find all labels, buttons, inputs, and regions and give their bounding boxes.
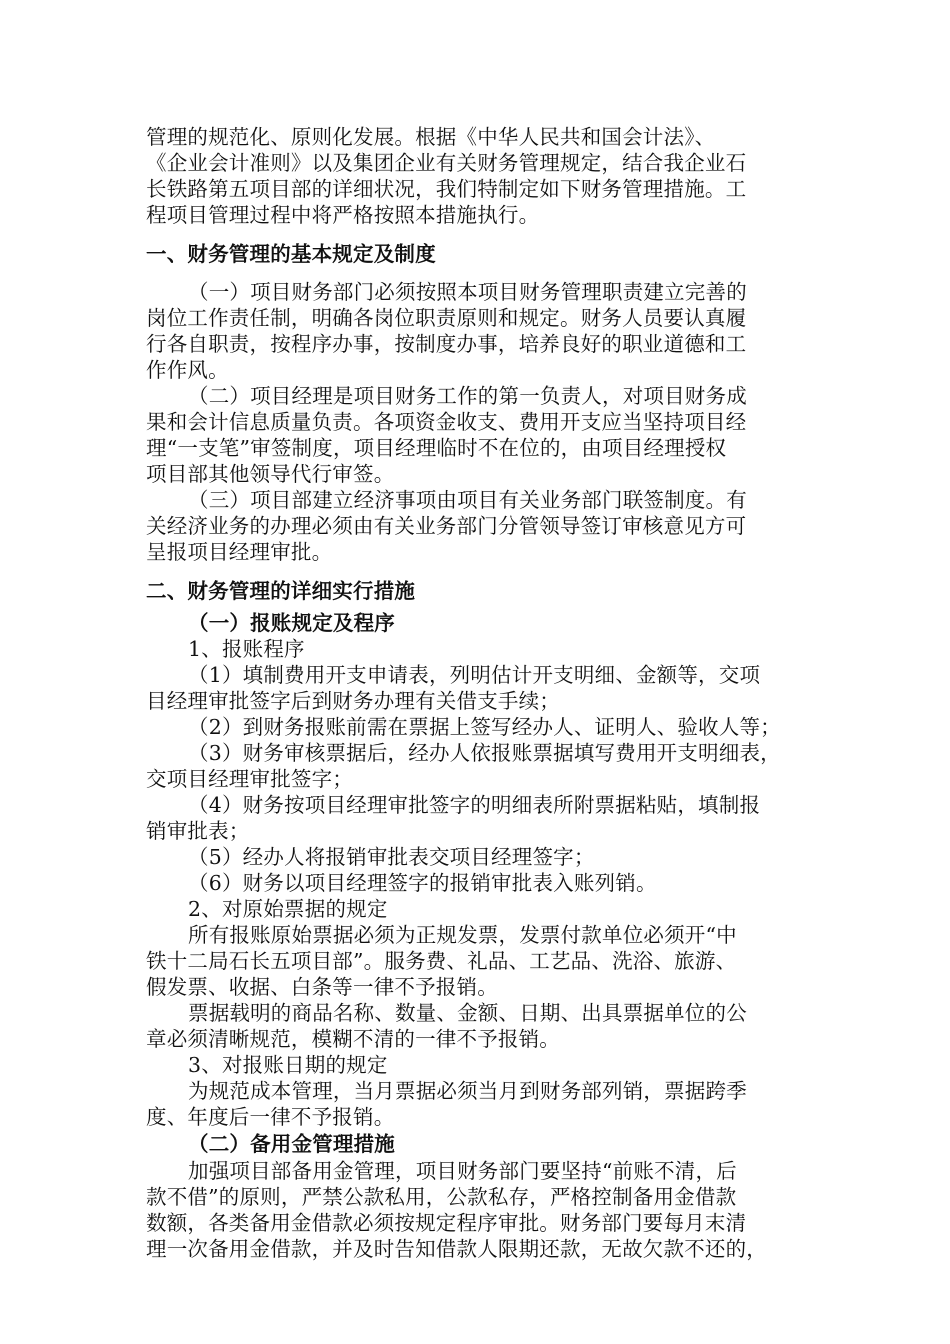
step-line-6: （4）财务按项目经理审批签字的明细表所附票据粘贴，填制报 [188,793,761,817]
step-line-2: 目经理审批签字后到财务办理有关借支手续； [146,689,560,713]
item2-p2-line-2: 章必须清晰规范，模糊不清的一律不予报销。 [146,1027,560,1051]
section1-p2-line-1: （二）项目经理是项目财务工作的第一负责人，对项目财务成 [188,384,747,408]
sub2-p-line-1: 加强项目部备用金管理，项目财务部门要坚持“前账不清，后 [188,1159,737,1183]
item2-p1-line-3: 假发票、收据、白条等一律不予报销。 [146,975,498,999]
item2-p1-line-1: 所有报账原始票据必须为正规发票，发票付款单位必须开“中 [188,923,737,947]
section1-p1-line-4: 作作风。 [146,358,229,382]
section1-p2-line-3: 理“一支笔”审签制度，项目经理临时不在位的，由项目经理授权 [146,436,727,460]
section2-sub1-heading: （一）报账规定及程序 [188,611,395,635]
section1-p2-line-2: 果和会计信息质量负责。各项资金收支、费用开支应当坚持项目经 [146,410,747,434]
section1-p2-line-4: 项目部其他领导代行审签。 [146,462,395,486]
step-line-9: （6）财务以项目经理签字的报销审批表入账列销。 [188,871,657,895]
step-line-8: （5）经办人将报销审批表交项目经理签字； [188,845,595,869]
step-line-3: （2）到财务报账前需在票据上签写经办人、证明人、验收人等； [188,715,781,739]
item3-p-line-2: 度、年度后一律不予报销。 [146,1105,395,1129]
item2-p2-line-1: 票据载明的商品名称、数量、金额、日期、出具票据单位的公 [188,1001,747,1025]
item1-title: 1、报账程序 [188,637,305,661]
sub2-p-line-3: 数额，各类备用金借款必须按规定程序审批。财务部门要每月末清 [146,1211,747,1235]
sub2-p-line-2: 款不借”的原则，严禁公款私用，公款私存，严格控制备用金借款 [146,1185,737,1209]
step-line-5: 交项目经理审批签字； [146,767,353,791]
step-line-7: 销审批表； [146,819,250,843]
intro-line-3: 长铁路第五项目部的详细状况，我们特制定如下财务管理措施。工 [146,177,747,201]
sub2-p-line-4: 理一次备用金借款，并及时告知借款人限期还款，无故欠款不还的， [146,1237,767,1261]
item3-title: 3、对报账日期的规定 [188,1053,388,1077]
step-line-4: （3）财务审核票据后，经办人依报账票据填写费用开支明细表， [188,741,781,765]
item2-p1-line-2: 铁十二局石长五项目部”。服务费、礼品、工艺品、洗浴、旅游、 [146,949,737,973]
section2-sub2-heading: （二）备用金管理措施 [188,1132,395,1156]
step-line-1: （1）填制费用开支申请表，列明估计开支明细、金额等，交项 [188,663,761,687]
section1-p3-line-2: 关经济业务的办理必须由有关业务部门分管领导签订审核意见方可 [146,514,747,538]
intro-line-4: 程项目管理过程中将严格按照本措施执行。 [146,203,540,227]
section2-heading: 二、财务管理的详细实行措施 [146,579,416,603]
section1-p3-line-3: 呈报项目经理审批。 [146,540,333,564]
item2-title: 2、对原始票据的规定 [188,897,388,921]
section1-p1-line-3: 行各自职责，按程序办事，按制度办事，培养良好的职业道德和工 [146,332,747,356]
section1-p3-line-1: （三）项目部建立经济事项由项目有关业务部门联签制度。有 [188,488,747,512]
intro-line-2: 《企业会计准则》以及集团企业有关财务管理规定，结合我企业石 [146,151,747,175]
section1-p1-line-2: 岗位工作责任制，明确各岗位职责原则和规定。财务人员要认真履 [146,306,747,330]
intro-line-1: 管理的规范化、原则化发展。根据《中华人民共和国会计法》、 [146,125,716,149]
item3-p-line-1: 为规范成本管理，当月票据必须当月到财务部列销，票据跨季 [188,1079,747,1103]
section1-heading: 一、财务管理的基本规定及制度 [146,242,436,266]
section1-p1-line-1: （一）项目财务部门必须按照本项目财务管理职责建立完善的 [188,280,747,304]
